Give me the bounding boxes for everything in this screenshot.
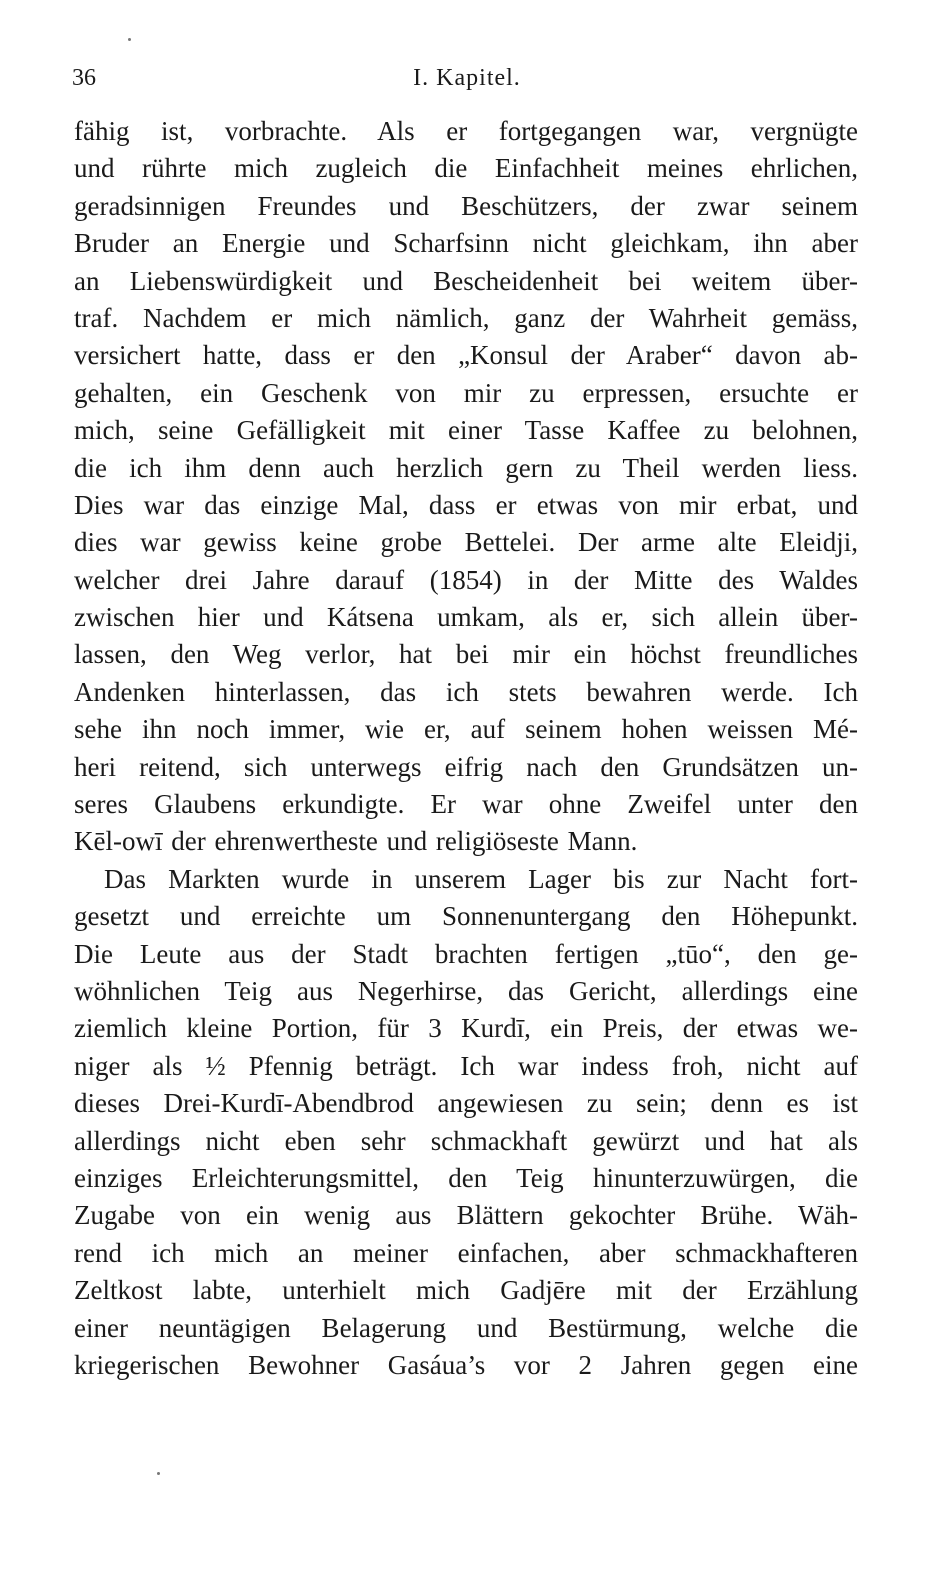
paragraph — [74, 113, 858, 861]
text-line: Andenken hinterlassen, das ich stets bewahren werde. Ich — [74, 676, 858, 707]
text-line: gesetzt und erreichte um Sonnenuntergang den Höhepunkt. — [74, 901, 858, 932]
text-line: dies war gewiss keine grobe Bettelei. Der arme alte Eleidji, — [74, 527, 858, 558]
text-line: allerdings nicht eben sehr schmackhaft gewürzt und hat als — [74, 1125, 858, 1156]
text-line: mich, seine Gefälligkeit mit einer Tasse Kaffee zu belohnen, — [74, 415, 858, 446]
text-line: gehalten, ein Geschenk von mir zu erpressen, ersuchte er — [74, 377, 858, 408]
text-line: traf. Nachdem er mich nämlich, ganz der Wahrheit gemäss, — [74, 302, 858, 333]
paragraph — [74, 861, 858, 1384]
text-line: die ich ihm denn auch herzlich gern zu Theil werden liess. — [74, 452, 858, 483]
text-line: einer neuntägigen Belagerung und Bestürmung, welche die — [74, 1312, 858, 1343]
text-line: kriegerischen Bewohner Gasáua’s vor 2 Jahren gegen eine — [74, 1349, 858, 1380]
text-line: Zeltkost labte, unterhielt mich Gadjēre mit der Erzählung — [74, 1275, 858, 1306]
text-line: Zugabe von ein wenig aus Blättern gekochter Brühe. Wäh- — [74, 1200, 858, 1231]
text-line: seres Glaubens erkundigte. Er war ohne Zweifel unter den — [74, 789, 858, 820]
text-line: dieses Drei-Kurdī-Abendbrod angewiesen zu sein; denn es ist — [74, 1088, 858, 1119]
page-number: 36 — [72, 65, 96, 91]
text-line: lassen, den Weg verlor, hat bei mir ein höchst freundliches — [74, 639, 858, 670]
text-line: niger als ½ Pfennig beträgt. Ich war indess froh, nicht auf — [74, 1050, 858, 1081]
text-line: Dies war das einzige Mal, dass er etwas von mir erbat, und — [74, 489, 858, 520]
text-line: an Liebenswürdigkeit und Bescheidenheit bei weitem über- — [74, 265, 858, 296]
text-line: ziemlich kleine Portion, für 3 Kurdī, ein Preis, der etwas we- — [74, 1013, 858, 1044]
text-line: rend ich mich an meiner einfachen, aber schmackhafteren — [74, 1237, 858, 1268]
running-head: I. Kapitel. — [413, 65, 521, 91]
text-line: geradsinnigen Freundes und Beschützers, der zwar seinem — [74, 190, 858, 221]
text-line: sehe ihn noch immer, wie er, auf seinem hohen weissen Mé- — [74, 714, 858, 745]
text-line: Bruder an Energie und Scharfsinn nicht gleichkam, ihn aber — [74, 228, 858, 259]
text-line: wöhnlichen Teig aus Negerhirse, das Gericht, allerdings eine — [74, 975, 858, 1006]
text-line: Das Markten wurde in unserem Lager bis zur Nacht fort- — [104, 863, 858, 894]
text-line: welcher drei Jahre darauf (1854) in der Mitte des Waldes — [74, 564, 858, 595]
text-line: zwischen hier und Kátsena umkam, als er, sich allein über- — [74, 602, 858, 633]
text-line: Die Leute aus der Stadt brachten fertigen „tūo“, den ge- — [74, 938, 858, 969]
speck-mark — [157, 1472, 160, 1475]
text-line: einziges Erleichterungsmittel, den Teig hinunterzuwürgen, die — [74, 1162, 858, 1193]
text-line: fähig ist, vorbrachte. Als er fortgegangen war, vergnügte — [74, 116, 858, 146]
body-text — [74, 113, 858, 1384]
text-line: heri reitend, sich unterwegs eifrig nach den Grundsätzen un- — [74, 751, 858, 782]
speck-mark — [128, 38, 131, 41]
text-line: Kēl-owī der ehrenwertheste und religiöseste Mann. — [74, 826, 638, 857]
text-line: versichert hatte, dass er den „Konsul der Araber“ davon ab- — [74, 340, 858, 371]
page-header — [72, 60, 862, 96]
text-line: und rührte mich zugleich die Einfachheit meines ehrlichen, — [74, 153, 858, 184]
